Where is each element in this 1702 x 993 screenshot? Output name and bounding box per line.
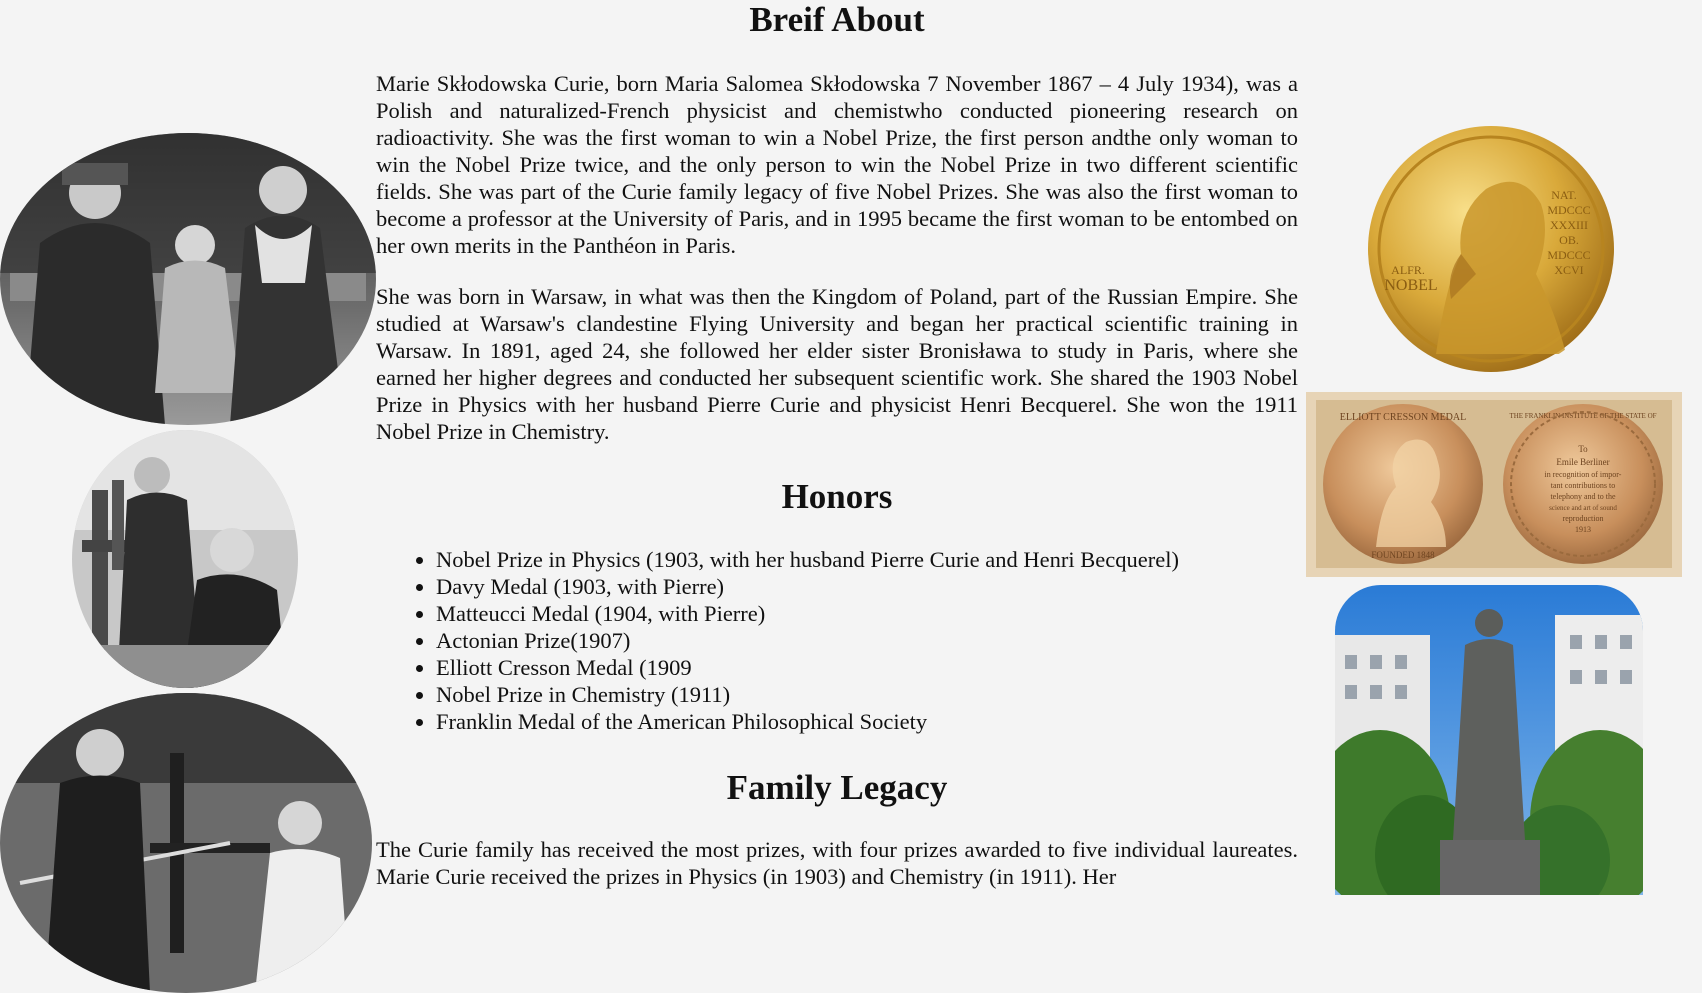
cresson-medal-text: THE FRANKLIN INSTITUTE OF THE STATE OF <box>1509 412 1657 420</box>
cresson-medal-image <box>1306 392 1682 577</box>
list-item: • Actonian Prize(1907) <box>436 627 1298 654</box>
cresson-medal-text: ELLIOTT CRESSON MEDAL <box>1339 412 1467 423</box>
list-item: • Nobel Prize in Physics (1903, with her husband Pierre Curie and Henri Becquerel) <box>436 546 1298 573</box>
honors-list <box>376 546 1298 735</box>
curie-lab-photo-1 <box>72 430 298 688</box>
nobel-medal-text: XCVI <box>1554 263 1584 277</box>
nobel-medal-text: NOBEL <box>1384 277 1438 294</box>
marie-curie-statue-image <box>1335 585 1643 895</box>
list-item: • Nobel Prize in Chemistry (1911) <box>436 681 1298 708</box>
left-photo-column <box>0 0 376 895</box>
list-item: • Franklin Medal of the American Philosophical Society <box>436 708 1298 735</box>
about-paragraph-2: She was born in Warsaw, in what was then the Kingdom of Poland, part of the Russian Empire. She studied at Warsaw's clandestine Flying University and began her practical scientific training in Warsaw. In 1891, aged 24, she followed her elder sister Bronisława to study in Paris, where she earned her higher degrees and conducted her subsequent scientific work. She shared the 1903 Nobel Prize in Physics with her husband Pierre Curie and physicist Henri Becquerel. She won the 1911 Nobel Prize in Chemistry. <box>376 284 1298 444</box>
list-item: • Davy Medal (1903, with Pierre) <box>436 573 1298 600</box>
nobel-medal-text: MDCCC <box>1547 248 1591 262</box>
cresson-medal-text: science and art of sound <box>1549 504 1617 512</box>
family-legacy-paragraph: The Curie family has received the most prizes, with four prizes awarded to five individual laureates. Marie Curie received the prizes in Physics (in 1903) and Chemistry (in 1911). Her <box>376 837 1298 889</box>
family-legacy-heading: Family Legacy <box>726 768 948 807</box>
cresson-medal-text: in recognition of impor- <box>1544 470 1622 479</box>
nobel-medal-text: MDCCC <box>1547 203 1591 217</box>
cresson-medal-text: telephony and to the <box>1550 492 1616 501</box>
curie-lab-photo-2 <box>0 693 372 993</box>
list-item: • Elliott Cresson Medal (1909 <box>436 654 1298 681</box>
about-paragraph-1: Marie Skłodowska Curie, born Maria Salomea Skłodowska 7 November 1867 – 4 July 1934), was a Polish and naturalized-French physicist and chemistwho conducted pioneering research on radioactivity. She was the first woman to win a Nobel Prize, the first person andthe only woman to win the Nobel Prize twice, and the only person to win the Nobel Prize in two different scientific fields. She was part of the Curie family legacy of five Nobel Prizes. She was also the first woman to become a professor at the University of Paris, and in 1995 became the first woman to be entombed on her own merits in the Panthéon in Paris. <box>376 71 1298 258</box>
honors-heading: Honors <box>781 477 893 516</box>
cresson-medal-text: reproduction <box>1562 514 1604 523</box>
right-image-column <box>1298 0 1702 895</box>
list-item: • Matteucci Medal (1904, with Pierre) <box>436 600 1298 627</box>
cresson-medal-text: To <box>1578 444 1588 454</box>
nobel-medal-image <box>1366 124 1616 374</box>
about-heading: Breif About <box>749 0 925 39</box>
cresson-medal-text: Emile Berliner <box>1556 457 1610 467</box>
curie-family-photo <box>0 133 376 425</box>
cresson-medal-text: 1913 <box>1575 525 1591 534</box>
nobel-medal-text: XXXIII <box>1550 218 1588 232</box>
nobel-medal-text: ALFR. <box>1391 263 1425 277</box>
cresson-medal-text: tant contributions to <box>1550 481 1616 490</box>
nobel-medal-text: OB. <box>1559 233 1579 247</box>
nobel-medal-text: NAT. <box>1551 188 1577 202</box>
cresson-medal-text: FOUNDED 1848 <box>1371 550 1435 560</box>
